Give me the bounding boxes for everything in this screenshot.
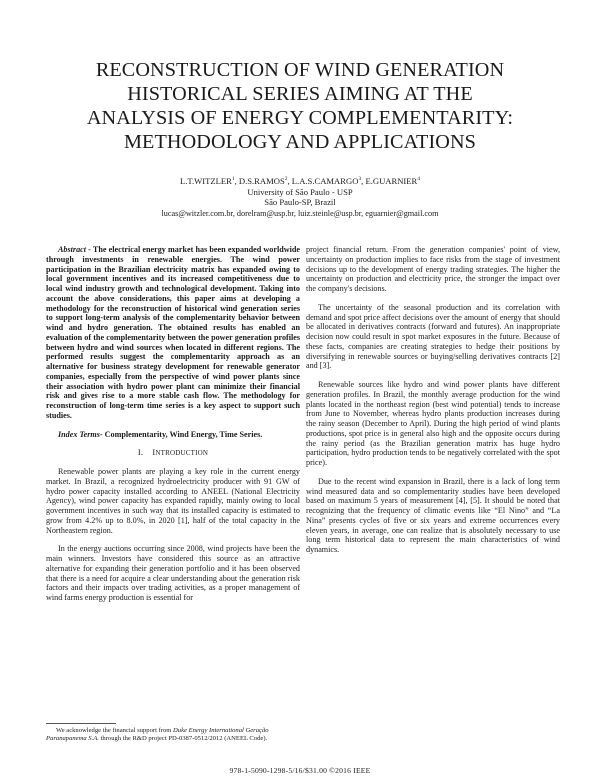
title-line: HISTORICAL SERIES AIMING AT THE xyxy=(127,83,473,105)
author-name: L.A.S.CAMARGO xyxy=(291,176,359,186)
right-column xyxy=(306,245,560,555)
index-terms-label: Index Terms xyxy=(58,429,100,439)
title-line: ANALYSIS OF ENERGY COMPLEMENTARITY: xyxy=(86,107,514,129)
footnote-divider xyxy=(46,723,116,724)
section-heading xyxy=(46,448,300,459)
abstract-label: Abstract xyxy=(58,245,86,254)
body-paragraph: The uncertainty of the seasonal production and its correlation with demand and spot price affect decisions over the amount of energy that should be allocated in derivatives contracts (forward and futures). An inappropriate decision now could result in spot market exposures in the future. Because of these facts, companies are creating strategies to hedge their positions by diversifying in renewable sources or buying/selling derivatives contracts [2] and [3]. xyxy=(306,302,560,371)
paper-title xyxy=(40,58,560,154)
abstract-text: - The electrical energy market has been expanded worldwide through investments in renewable energies. The wind power participation in the Brazilian electricity matrix has expanded owing to local government incentives and its increased competitiveness due to local wind industry growth and technological development. Taking into account the above considerations, this paper aims at developing a methodology for the reconstruction of historical wind generation series to support long-term analysis of the complementarity behavior between wind and hydro generation. The obtained results has enabled an evaluation of the complementarity between the power generation profiles between hydro and wind sources when located in different regions. The performed results suggest the complementarity approach as an alternative for business strategy development for renewable generator companies, especially from the perspective of wind power plants since their association with hydro power plant can minimize their financial risk and gives rise to a more stable cash flow. The methodology for reconstruction of long-term time series is a key aspect to support such studies. xyxy=(46,245,300,420)
author-emails: lucas@witzler.com.br, dorelram@usp.br, luiz.steinle@usp.br, eguarnier@gmail.com xyxy=(161,209,439,218)
page-footer: 978-1-5090-1298-5/16/$31.00 ©2016 IEEE xyxy=(229,766,371,775)
affiliation-university: University of São Paulo - USP xyxy=(247,186,353,197)
section-number: I. xyxy=(137,448,144,458)
footnote-text: We acknowledge the financial support from xyxy=(56,727,174,734)
body-paragraph: project financial return. From the generation companies' point of view, uncertainty on production implies to face risks from the stage of investment decisions up to the development of energy trading strategies. The higher the uncertainty on production and electricity price, the stronger the impact over the company's decisions. xyxy=(306,245,560,293)
author-list xyxy=(100,176,500,187)
body-paragraph: Renewable power plants are playing a key role in the current energy market. In Brazil, a recognized hydroelectricity producer with 91 GW of hydro power capacity installed according to ANEEL (National Electricity Agency), wind power capacity has expanded rapidly, mainly owing to local government incentives in such way that its installed capacity is estimated to grow from 4.2% up to 8.0%, in 2020 [1], half of the total capacity in the Northeastern region. xyxy=(46,467,300,535)
author-mark: 2 xyxy=(284,176,288,183)
author-separator: , xyxy=(287,176,292,186)
footnote-text-end: through the R&D project PD-0387-0512/2012 (ANEEL Code). xyxy=(98,735,268,743)
author-separator: , xyxy=(361,176,366,186)
index-terms xyxy=(46,430,300,440)
abstract xyxy=(46,245,300,421)
left-column xyxy=(46,245,300,603)
body-paragraph: Due to the recent wind expansion in Brazil, there is a lack of long term wind measured data and so complementarity studies have been developed based on maximum 5 years of measurement [4], [5]. It should be noted that recognizing that the frequency of climatic events like “El Nino” and “La Nina” presents cycles of five or six years and extreme occurrences every eleven years, in average, one can realize that is absolutely necessary to use long term historical data to represent the main characteristics of wind dynamics. xyxy=(306,476,560,554)
body-paragraph: In the energy auctions occurring since 2008, wind projects have been the main winners. Investors have considered this source as an attractive alternative for expanding their generation portfolio and it has been observed that there is a need for acquire a clear understanding about the generation risk factors and their impacts over trading activities, as a proper management of wind farms energy production is essential for xyxy=(46,544,300,602)
author-name: L.T.WITZLER xyxy=(179,176,232,186)
author-name: D.S.RAMOS xyxy=(238,176,285,186)
title-line: RECONSTRUCTION OF WIND GENERATION xyxy=(95,59,505,81)
footnote-sponsor: Duke Energy International Geração Paranapanema S.A. xyxy=(46,727,269,743)
author-block xyxy=(100,176,500,208)
affiliation-location: São Paulo-SP, Brazil xyxy=(264,197,336,208)
author-name: E.GUARNIER xyxy=(365,176,418,186)
author-mark: 4 xyxy=(417,176,421,183)
author-separator: , xyxy=(234,176,239,186)
section-title-initial: I xyxy=(152,448,156,458)
index-terms-text: - Complementarity, Wind Energy, Time Series. xyxy=(99,429,263,439)
author-mark: 3 xyxy=(358,176,362,183)
body-paragraph: Renewable sources like hydro and wind power plants have different generation profiles. In Brazil, the monthly average production for the wind plants located in the northeast region (best wind potential) tends to increase from June to November, whereas hydro plants production increases during the rainy season (December to April). During the high period of wind plants productions, spot price is in general also high and the opposite occurs during the rainy period (as the Brazilian generation matrix has huge hydro participation, hydro production tends to be negatively correlated with the spot price). xyxy=(306,380,560,467)
author-mark: 1 xyxy=(231,176,235,183)
title-line: METHODOLOGY AND APPLICATIONS xyxy=(124,131,476,153)
section-title-rest: NTRODUCTION xyxy=(155,449,209,458)
footnote xyxy=(46,727,300,744)
